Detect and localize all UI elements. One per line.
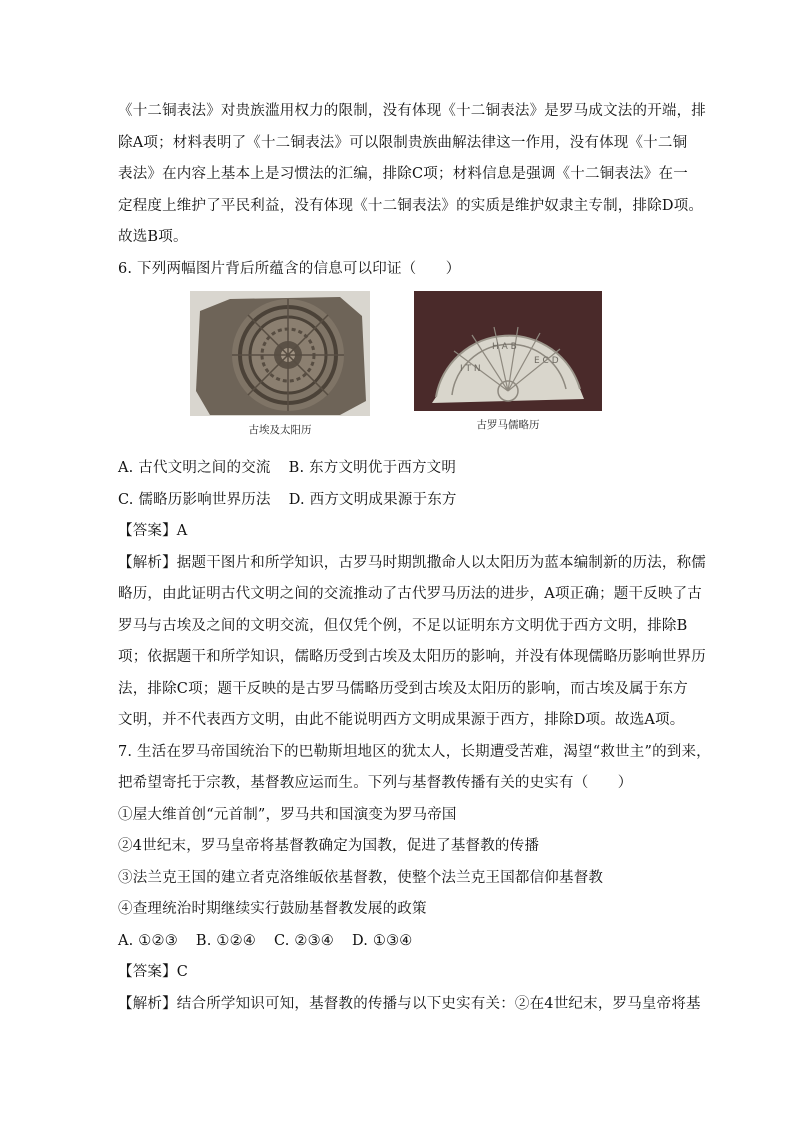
question-figures — [118, 291, 688, 451]
figure-caption: 古罗马儒略历 — [476, 419, 540, 431]
options-row — [118, 926, 688, 958]
statement-item: ①屋大维首创“元首制”，罗马共和国演变为罗马帝国 — [118, 806, 457, 823]
analysis-line: 项；依据题干和所学知识，儒略历受到古埃及太阳历的影响，并没有体现儒略历影响世界历 — [118, 649, 706, 665]
text-line: 故选B项。 — [118, 229, 188, 245]
question-7 — [118, 737, 711, 1021]
question-stem: 7. 生活在罗马帝国统治下的巴勒斯坦地区的犹太人，长期遭受苦难，渴望“救世主”的到来， — [118, 743, 711, 760]
question-stem: 把希望寄托于宗教，基督教应运而生。下列与基督教传播有关的史实有（ ） — [118, 775, 633, 791]
analysis-line: 文明，并不代表西方文明，由此不能说明西方文明成果源于西方，排除D项。故选A项。 — [118, 712, 685, 728]
svg-text:H A B: H A B — [492, 342, 517, 352]
option-a: A. 古代文明之间的交流 — [118, 460, 271, 476]
text-line: 定程度上维护了平民利益，没有体现《十二铜表法》的实质是维护奴隶主专制，排除D项。 — [118, 197, 704, 214]
julian-calendar-image — [414, 291, 602, 411]
figure-julian-calendar — [414, 291, 602, 432]
previous-analysis — [118, 96, 706, 254]
text-line: 表法》在内容上基本上是习惯法的汇编，排除C项；材料信息是强调《十二铜表法》在一 — [118, 166, 688, 182]
analysis-line: 【解析】结合所学知识可知，基督教的传播与以下史实有关：②在4世纪末，罗马皇帝将基 — [118, 995, 701, 1012]
option-b: B. 东方文明优于西方文明 — [288, 460, 457, 476]
analysis-line: 法，排除C项；题干反映的是古罗马儒略历受到古埃及太阳历的影响，而古埃及属于东方 — [118, 680, 688, 697]
option-b: B. ①②④ — [195, 932, 256, 949]
statement-item: ④查理统治时期继续实行鼓励基督教发展的政策 — [118, 901, 427, 917]
svg-text:E C D: E C D — [534, 356, 559, 366]
svg-text:I T N: I T N — [460, 364, 481, 374]
analysis-line: 罗马与古埃及之间的文明交流，但仅凭个例，不足以证明东方文明优于西方文明，排除B — [118, 617, 688, 634]
answer: 【答案】A — [118, 523, 188, 539]
document-page — [118, 96, 711, 1020]
question-stem: 6. 下列两幅图片背后所蕴含的信息可以印证（ ） — [118, 260, 461, 277]
statement-item: ③法兰克王国的建立者克洛维皈依基督教，使整个法兰克王国都信仰基督教 — [118, 869, 604, 886]
option-d: D. ①③④ — [351, 932, 413, 949]
analysis-line: 【解析】据题干图片和所学知识，古罗马时期凯撒命人以太阳历为蓝本编制新的历法，称儒 — [118, 554, 706, 571]
answer: 【答案】C — [118, 964, 189, 980]
options-row — [118, 485, 688, 517]
text-line: 除A项；材料表明了《十二铜表法》可以限制贵族曲解法律这一作用，没有体现《十二铜 — [118, 134, 688, 151]
option-c: C. 儒略历影响世界历法 — [118, 491, 271, 508]
sun-stone-image — [190, 291, 370, 416]
option-a: A. ①②③ — [118, 932, 178, 949]
option-d: D. 西方文明成果源于东方 — [288, 491, 457, 508]
analysis-line: 略历，由此证明古代文明之间的交流推动了古代罗马历法的进步，A项正确；题干反映了古 — [118, 586, 702, 602]
options-row — [118, 453, 688, 485]
option-c: C. ②③④ — [273, 932, 334, 949]
figure-egyptian-calendar — [190, 291, 370, 437]
question-6 — [118, 254, 706, 737]
statement-item: ②4世纪末，罗马皇帝将基督教确定为国教，促进了基督教的传播 — [118, 838, 540, 854]
figure-caption: 古埃及太阳历 — [248, 424, 312, 436]
text-line: 《十二铜表法》对贵族滥用权力的限制，没有体现《十二铜表法》是罗马成文法的开端，排 — [118, 103, 706, 119]
